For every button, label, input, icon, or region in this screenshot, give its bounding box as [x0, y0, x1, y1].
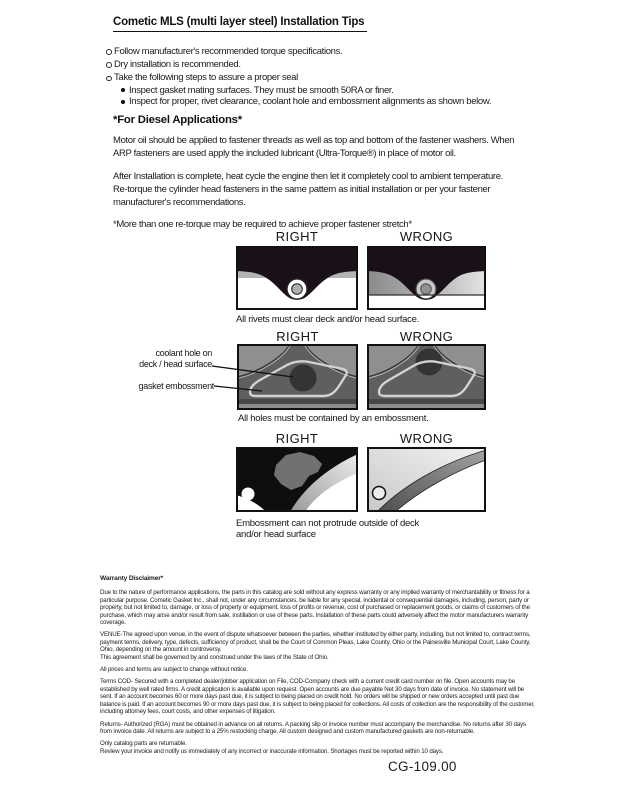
diagram-caption: and/or head surface [236, 529, 316, 540]
disclaimer-paragraph: Returns- Authorized (RGA) must be obtained in advance on all returns. A packing slip or invoice number must accompany the merchandise. No returns after 30 days from invoice date. All returns are subject to a 25% restocking charge. All custom designed and custom manufactured gaskets are non-returnable. [100, 720, 527, 735]
disclaimer-paragraph: Terms COD- Secured with a completed dealer/jobber application on File, COD-Company check with a current credit card number on file. Open accounts may be established by well rated firms. A credit application is available upon request. Open accounts are due payable Net 30 days from date of invoice. No statement will be sent. If an account becomes 60 or more days past due, it is subject to being placed on credit hold. No orders will be shipped or new orders accepted until past due balance is paid. If an account becomes 90 or more days past due, it is subject to being placed for collections. All costs of collection are the responsibility of the customer, including attorney fees, court costs, and other expenses of litigation. [100, 678, 535, 716]
diesel-paragraph: After Installation is complete, heat cycle the engine then let it completely cool to ambient temperature. Re-torque the cylinder head fasteners in the same pattern as initial installation or per your fastener manufacturer's recommendations. [113, 170, 503, 209]
bullet-dot-icon [121, 88, 129, 92]
diagram-label-wrong: WRONG [399, 229, 454, 244]
diagram-label-wrong: WRONG [399, 329, 454, 344]
disclaimer-paragraph: Only catalog parts are returnable. [100, 740, 187, 748]
bullet-item [106, 96, 526, 108]
diagram-label-wrong: WRONG [399, 431, 454, 446]
bullet-list [106, 45, 526, 108]
diagram-coolant-wrong [367, 344, 486, 410]
bullet-circle-icon [106, 76, 114, 82]
page-title: Cometic MLS (multi layer steel) Installation Tips [113, 16, 367, 32]
diagram-label-right: RIGHT [276, 329, 319, 344]
diesel-paragraph: Motor oil should be applied to fastener threads as well as top and bottom of the fastener washers. When ARP fasteners are used apply the included lubricant (Ultra-Torque®) in place of motor oil. [113, 135, 515, 160]
diesel-heading: *For Diesel Applications* [113, 114, 242, 126]
bullet-circle-icon [106, 62, 114, 68]
disclaimer-paragraph: Due to the nature of performance applications, the parts in this catalog are sold without any express warranty or any implied warranty of merchantability or fitness for a particular purpose. Cometic Gasket Inc., shall not, under any circumstances, be liable for any special, incidental or consequential damages, including, person, party or property, but not limited to, damage, or loss of property or equipment, loss of profits or revenue, cost of purchased or replacement goods, or claims of customers of the purchase, which may arise and/or result from sale, instillation or use of these parts. Installation of these parts could adversely affect the motor manufacturers warranty coverage. [100, 589, 530, 627]
disclaimer-paragraph: Review your invoice and notify us immediately of any incorrect or inaccurate information. Shortages must be reported within 10 days. [100, 747, 444, 755]
bullet-item [106, 45, 526, 58]
disclaimer-paragraph: All prices and terms are subject to change without notice. [100, 666, 248, 674]
diagram-label-right: RIGHT [275, 229, 319, 244]
diagram-rivet-right [236, 246, 358, 310]
bullet-text: Follow manufacturer's recommended torque specifications. [114, 46, 343, 57]
diagram-rivet-wrong [367, 246, 486, 310]
warranty-disclaimer [100, 575, 536, 755]
disclaimer-paragraph: VENUE-The agreed upon venue, in the event of dispute whatsoever between the parties, whether instituted by either party, including, but not limited to, contract terms, payment terms, delivery, type, defects, sufficiency of product, shall be the Court of Common Pleas, Lake County, Ohio or the Painesville Municipal Court, Lake County, Ohio, depending on the amount in controversy. [100, 631, 531, 654]
diagram-caption: All holes must be contained by an embossment. [238, 413, 429, 424]
bullet-item [106, 58, 526, 71]
diagram-caption: Embossment can not protrude outside of deck [236, 518, 420, 529]
bullet-text: Inspect gasket mating surfaces. They must be smooth 50RA or finer. [129, 84, 394, 96]
diagram-coolant-right [237, 344, 358, 410]
diagram-label-right: RIGHT [275, 431, 319, 446]
disclaimer-heading: Warranty Disclaimer* [100, 575, 164, 582]
callout-label: coolant hole on deck / head surface [139, 348, 212, 369]
diagram-embossment-wrong [367, 447, 486, 512]
bullet-text: Inspect for proper, rivet clearance, coolant hole and embossment alignments as shown below. [129, 96, 492, 108]
diagram-embossment-right [236, 447, 358, 512]
disclaimer-paragraph: This agreement shall be governed by and construed under the laws of the State of Ohio. [100, 653, 329, 661]
bullet-dot-icon [121, 100, 129, 104]
bullet-text: Dry installation is recommended. [114, 59, 241, 71]
bullet-item [106, 85, 526, 97]
diesel-section [113, 114, 517, 240]
bullet-circle-icon [106, 49, 114, 55]
page-number: CG-109.00 [388, 759, 457, 774]
callout-label: gasket embossment [138, 381, 214, 391]
diesel-paragraph: *More than one re-torque may be required to achieve proper fastener stretch* [113, 219, 412, 231]
bullet-item [106, 71, 526, 84]
diagram-caption: All rivets must clear deck and/or head surface. [236, 314, 420, 325]
bullet-text: Take the following steps to assure a proper seal [114, 72, 298, 84]
